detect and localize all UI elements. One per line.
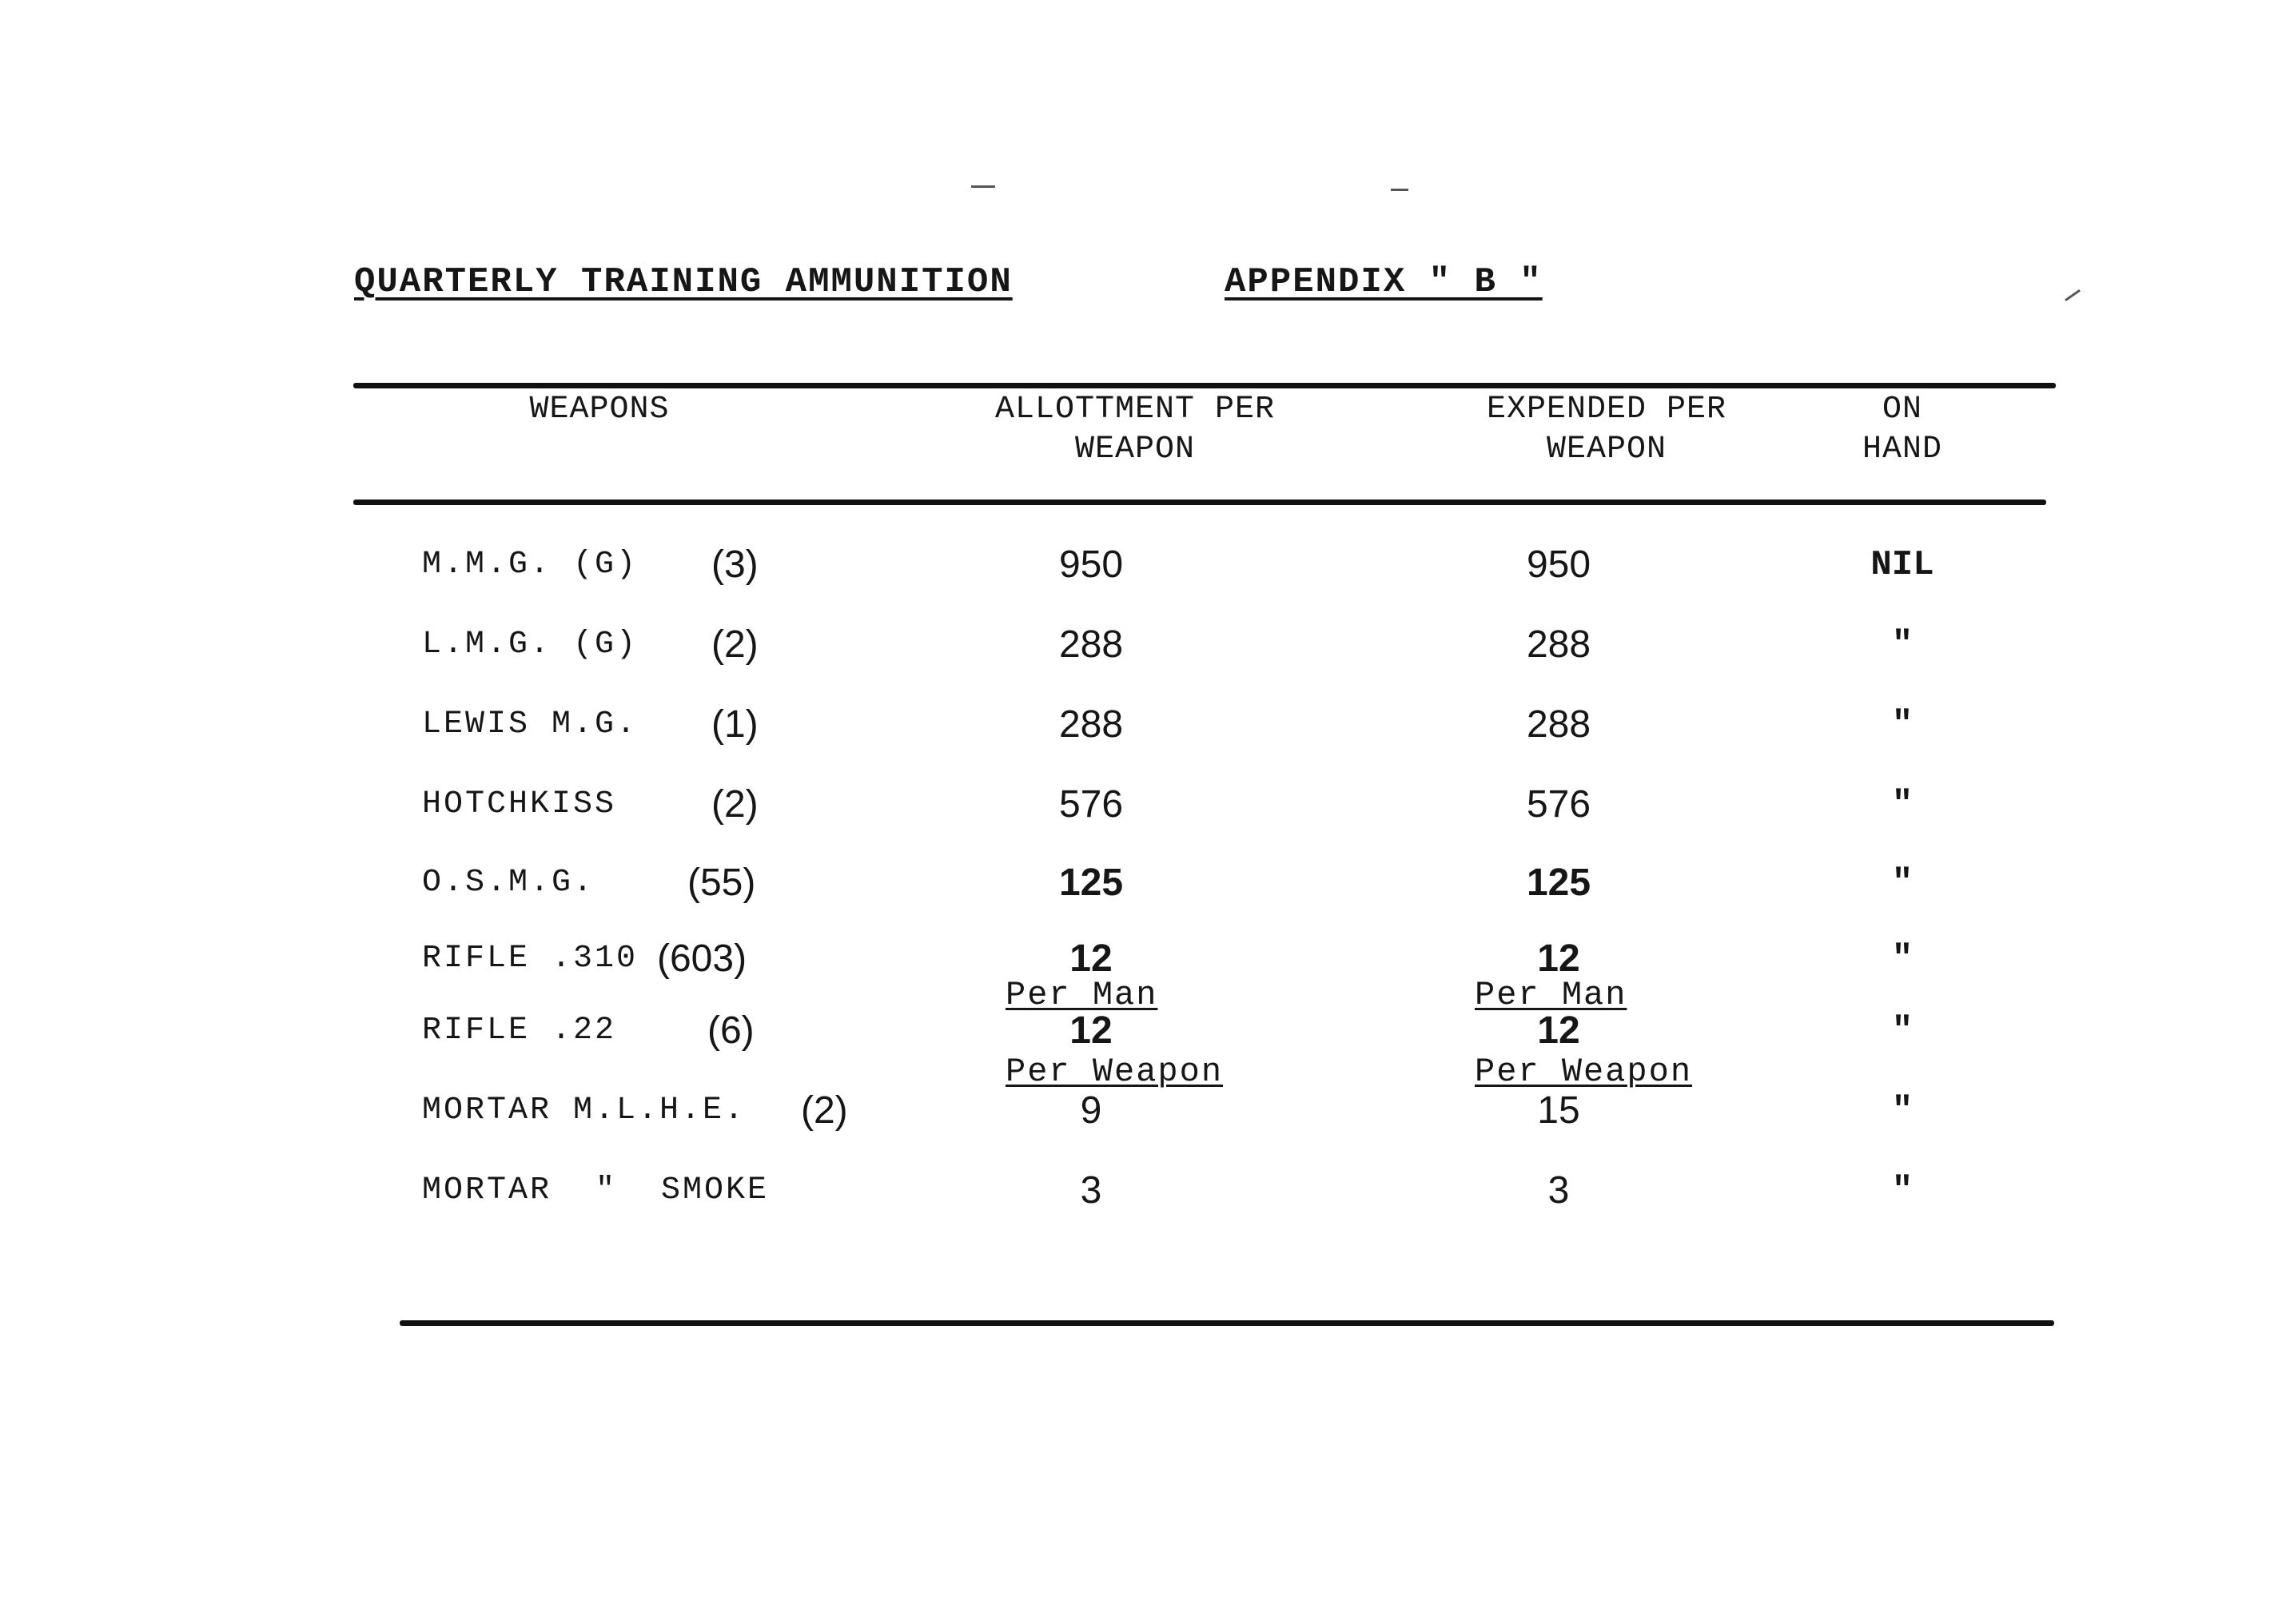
on-hand-value: "	[1891, 785, 1914, 825]
column-header-weapons	[448, 390, 751, 430]
column-header-on-hand	[1806, 390, 1998, 470]
per-weapon-note-allotment: Per Weapon	[1006, 1053, 1224, 1091]
weapon-count: (3)	[711, 543, 759, 586]
weapon-name: M.M.G. (G)	[422, 547, 639, 583]
allotment-value: 12	[1069, 1009, 1113, 1052]
weapon-name: RIFLE .22	[422, 1013, 617, 1049]
weapon-count: (55)	[687, 862, 756, 904]
column-header-allotment-line1: ALLOTTMENT PER	[994, 392, 1276, 428]
paper-speck	[1391, 189, 1408, 191]
allotment-value: 950	[1058, 543, 1124, 586]
on-hand-value: "	[1891, 939, 1914, 979]
table-row	[0, 621, 2290, 669]
on-hand-value: "	[1891, 1091, 1914, 1131]
document-title: QUARTERLY TRAINING AMMUNITION	[354, 262, 1013, 302]
column-header-expended-line2: WEAPON	[1546, 432, 1667, 468]
weapon-name: LEWIS M.G.	[422, 707, 639, 742]
on-hand-value: "	[1891, 863, 1914, 903]
on-hand-value: NIL	[1870, 545, 1934, 585]
weapon-name: RIFLE .310	[422, 941, 639, 977]
weapon-count: (2)	[711, 623, 759, 666]
allotment-value: 12	[1069, 937, 1113, 980]
weapon-name: HOTCHKISS	[422, 786, 617, 822]
column-header-expended	[1407, 390, 1806, 470]
column-header-weapons-label: WEAPONS	[529, 392, 670, 428]
table-bottom-rule	[400, 1320, 2054, 1326]
weapon-count: (1)	[711, 703, 759, 746]
expended-value: 3	[1547, 1169, 1570, 1212]
per-man-note-allotment: Per Man	[1006, 976, 1158, 1014]
weapon-count: (603)	[657, 937, 747, 980]
weapon-name: MORTAR M.L.H.E.	[422, 1093, 747, 1128]
table-row	[0, 701, 2290, 749]
column-header-allotment	[927, 390, 1343, 470]
weapon-name: L.M.G. (G)	[422, 627, 639, 663]
allotment-value: 9	[1080, 1089, 1102, 1132]
weapon-count: (2)	[711, 783, 759, 826]
allotment-value: 3	[1080, 1169, 1102, 1212]
expended-value: 288	[1526, 623, 1591, 666]
expended-value: 15	[1537, 1089, 1580, 1132]
column-header-expended-line1: EXPENDED PER	[1486, 392, 1727, 428]
weapon-name: MORTAR " SMOKE	[422, 1172, 770, 1208]
on-hand-value: "	[1891, 1171, 1914, 1211]
column-header-on-hand-line2: HAND	[1862, 432, 1942, 468]
expended-value: 950	[1526, 543, 1591, 586]
weapon-name: O.S.M.G.	[422, 865, 595, 901]
allotment-value: 288	[1058, 703, 1124, 746]
on-hand-value: "	[1891, 705, 1914, 745]
allotment-value: 125	[1058, 862, 1124, 904]
expended-value: 125	[1526, 862, 1591, 904]
on-hand-value: "	[1891, 625, 1914, 665]
expended-value: 288	[1526, 703, 1591, 746]
appendix-label: APPENDIX " B "	[1225, 262, 1543, 302]
per-weapon-note-expended: Per Weapon	[1475, 1053, 1693, 1091]
table-row	[0, 1007, 2290, 1055]
allotment-value: 288	[1058, 623, 1124, 666]
table-top-rule	[353, 383, 2056, 388]
per-man-note-expended: Per Man	[1475, 976, 1627, 1014]
column-header-on-hand-line1: ON	[1882, 392, 1922, 428]
table-row	[0, 859, 2290, 907]
table-row	[0, 781, 2290, 829]
weapon-count: (2)	[801, 1089, 848, 1132]
table-row	[0, 1167, 2290, 1215]
paper-speck	[971, 185, 995, 188]
expended-value: 12	[1537, 1009, 1580, 1052]
column-header-allotment-line2: WEAPON	[1074, 432, 1196, 468]
weapon-count: (6)	[707, 1009, 755, 1052]
on-hand-value: "	[1891, 1011, 1914, 1051]
table-header-rule	[353, 500, 2046, 505]
table-row	[0, 541, 2290, 589]
allotment-value: 576	[1058, 783, 1124, 826]
paper-speck	[2065, 289, 2081, 301]
expended-value: 576	[1526, 783, 1591, 826]
table-row	[0, 1087, 2290, 1135]
expended-value: 12	[1537, 937, 1580, 980]
